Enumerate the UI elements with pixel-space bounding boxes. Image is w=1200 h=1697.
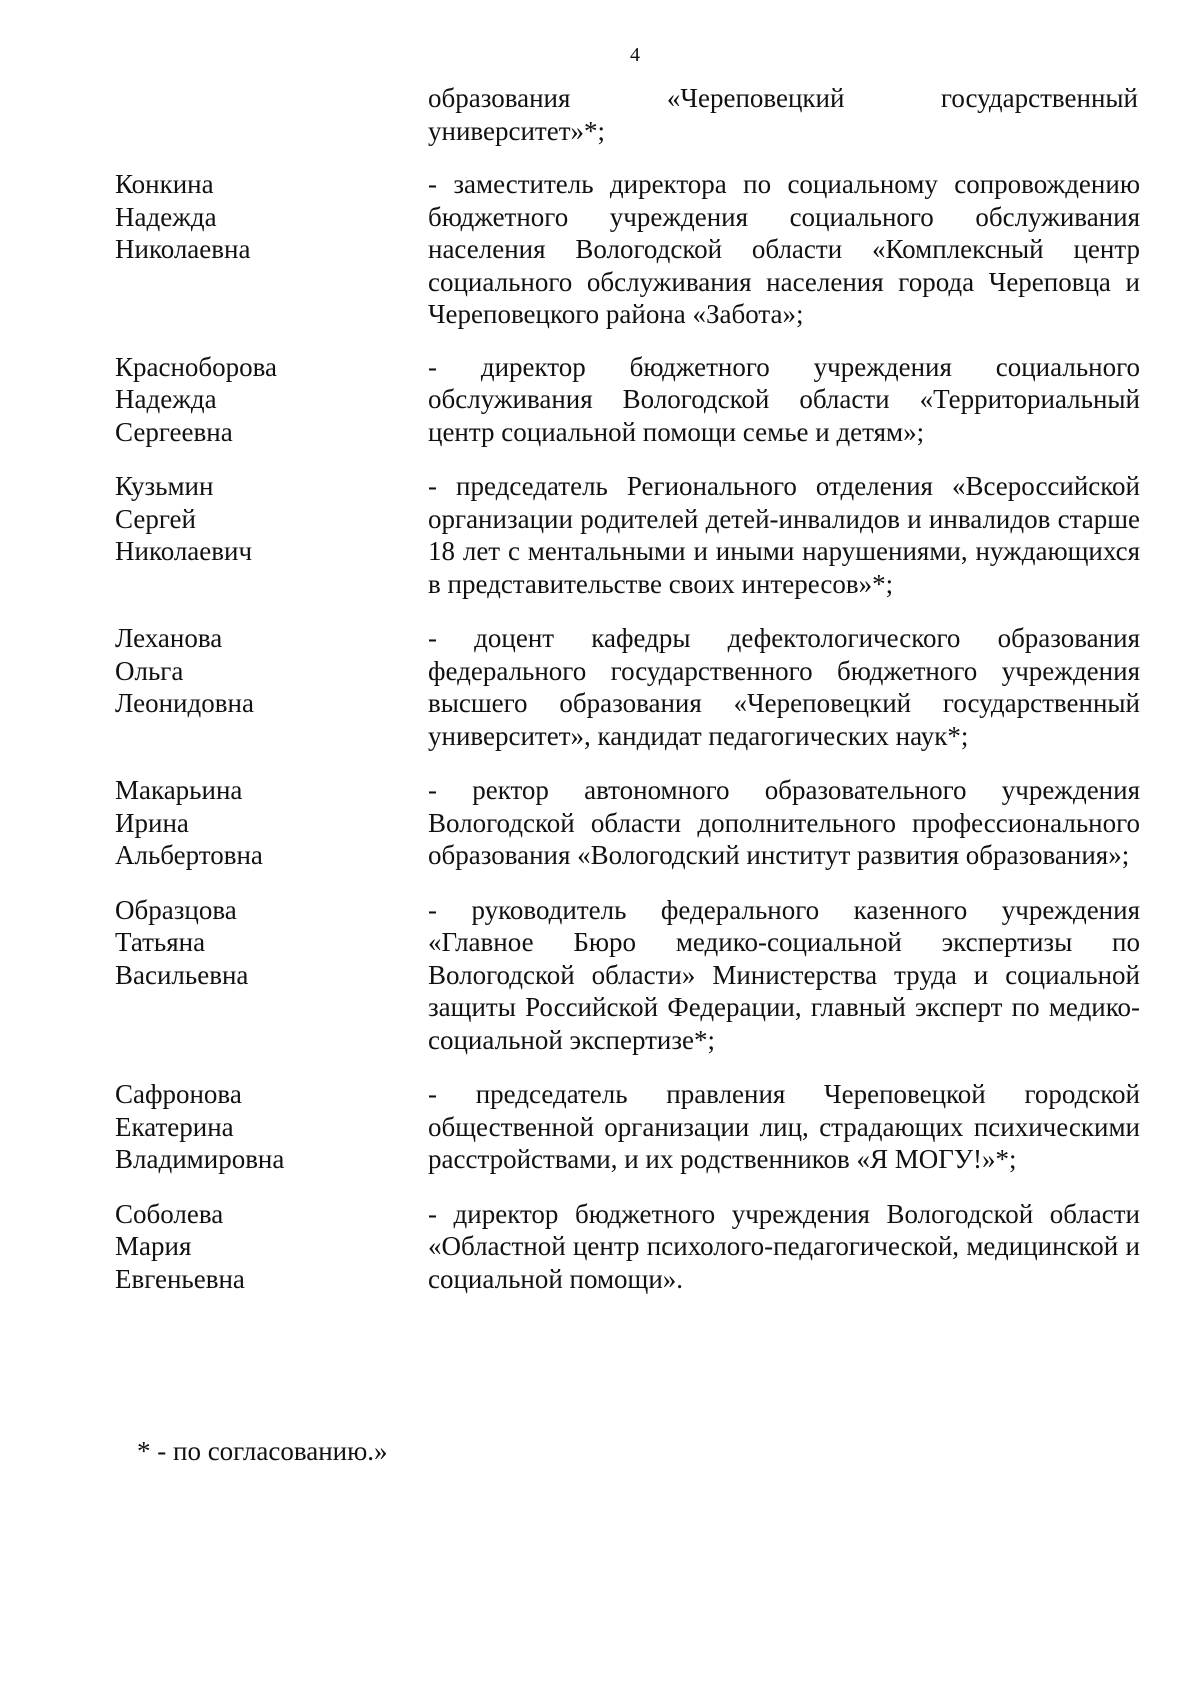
member-entry [115,470,1140,600]
member-description: - директор бюджетного учреждения Вологодской области «Областной центр психолого-педагогической, медицинской и социальной помощи». [428,1198,1140,1294]
member-first-name: Ольга [115,655,184,686]
member-full-name [115,351,428,449]
member-full-name [115,168,428,331]
member-surname: Кузьмин [115,471,214,501]
member-first-name: Ирина [115,807,189,838]
member-surname: Красноборова [115,351,278,382]
member-first-name: Надежда [115,201,217,232]
member-patronymic: Сергеевна [115,416,233,447]
member-patronymic: Васильевна [115,959,249,990]
member-full-name [115,1198,428,1296]
footnote: * - по согласованию.» [137,1436,388,1466]
member-first-name: Надежда [115,384,217,414]
member-description: - председатель правления Череповецкой городской общественной организации лиц, страдающих психическими расстройствами, и их родственников «Я МОГУ!»*; [428,1079,1140,1174]
member-first-name: Сергей [115,503,196,534]
member-entry [115,1198,1140,1296]
member-patronymic: Николаевич [115,536,253,566]
member-patronymic: Альбертовна [115,840,263,870]
member-description: - руководитель федерального казенного учреждения «Главное Бюро медико-социальной экспертизы по Вологодской области» Министерства труда и социальной защиты Российской Федерации, главный эксперт по медико-социальной экспертизе*; [428,894,1140,1055]
member-full-name [115,622,428,752]
member-description: - председатель Регионального отделения «Всероссийской организации родителей детей-инвалидов и инвалидов старше 18 лет с ментальными и иными нарушениями, нуждающихся в представительстве своих интересов»*; [428,471,1140,599]
member-surname: Леханова [115,623,223,653]
member-first-name: Мария [115,1231,192,1261]
member-entry [115,774,1140,872]
member-full-name [115,774,428,872]
member-patronymic: Владимировна [115,1144,285,1174]
member-surname: Конкина [115,169,214,199]
member-description: - директор бюджетного учреждения социального обслуживания Вологодской области «Территориальный центр социальной помощи семье и детям»; [428,351,1140,447]
member-description: - заместитель директора по социальному сопровождению бюджетного учреждения социального обслуживания населения Вологодской области «Комплексный центр социального обслуживания населения города Череповца и Череповецкого района «Забота»; [428,169,1140,329]
member-surname: Макарьина [115,775,243,805]
member-description: - доцент кафедры дефектологического образования федерального государственного бюджетного учреждения высшего образования «Череповецкий государственный университет», кандидат педагогических наук*; [428,623,1140,751]
page-number: 4 [630,44,640,66]
member-entry [115,894,1140,1057]
member-full-name [115,470,428,600]
intro-text: образования «Череповецкий государственный университет»*; [428,83,1138,146]
member-patronymic: Николаевна [115,234,251,264]
member-entry [115,622,1140,752]
member-description: - ректор автономного образовательного учреждения Вологодской области дополнительного профессионального образования «Вологодский институт развития образования»; [428,775,1140,870]
member-entry [115,168,1140,331]
member-surname: Сафронова [115,1079,242,1109]
member-full-name [115,894,428,1057]
member-patronymic: Леонидовна [115,688,254,718]
member-entry [115,1078,1140,1176]
member-surname: Образцова [115,894,237,925]
member-first-name: Екатерина [115,1111,234,1142]
member-list [115,168,1140,1295]
member-full-name [115,1078,428,1176]
member-surname: Соболева [115,1198,224,1229]
member-first-name: Татьяна [115,927,206,957]
member-patronymic: Евгеньевна [115,1263,245,1294]
member-entry [115,351,1140,449]
